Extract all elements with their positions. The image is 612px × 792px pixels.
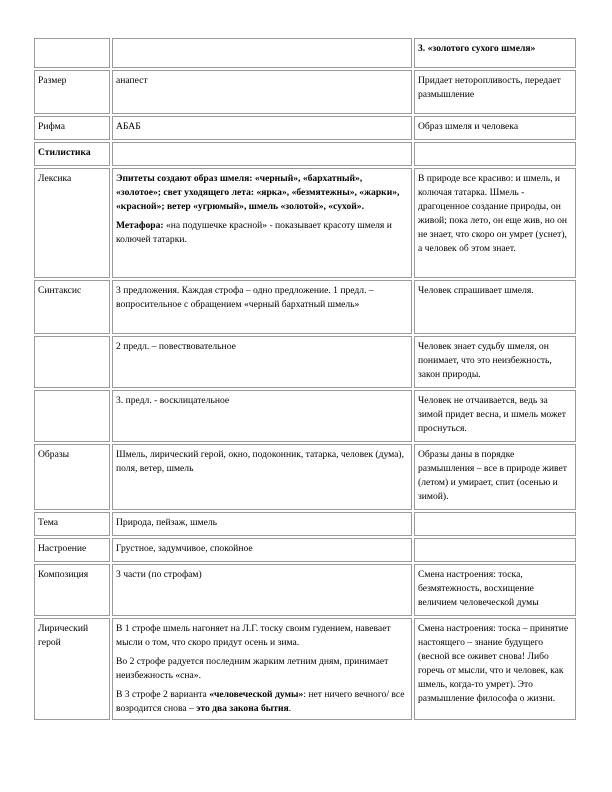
row-label: Рифма [34,116,110,140]
table-row [34,168,576,278]
table-row [34,142,576,166]
row-comment: Человек знает судьбу шмеля, он понимает, что это неизбежность, закон природы. [414,336,576,388]
row-description: АБАБ [112,116,412,140]
row-label: Образы [34,444,110,510]
table-row [34,116,576,140]
table-row [34,336,576,388]
header-cell-2 [112,38,412,68]
header-cell-1 [34,38,110,68]
hero-stanza-1: В 1 строфе шмель нагоняет на Л.Г. тоску своим гудением, навевает мысли о том, что скоро придут осень и зима. [116,623,391,648]
row-comment: В природе все красиво: и шмель, и колючая татарка. Шмель - драгоценное создание природы, он живой; пока лето, он еще жив, но он не знает, что скоро он умрет (уснет), а человек об этом знает. [414,168,576,278]
row-description [112,168,412,278]
row-description: 3 части (по строфам) [112,564,412,616]
row-comment: Человек спрашивает шмеля. [414,280,576,334]
table-row [34,564,576,616]
row-description: 3. предл. - восклицательное [112,390,412,442]
header-cell-3 [414,38,576,68]
table-header-row [34,38,576,68]
table-row [34,512,576,536]
row-label: Композиция [34,564,110,616]
lexis-metaphor: Метафора: «на подушечке красной» - показывает красоту шмеля и колючей татарки. [116,220,392,245]
section-heading: Стилистика [38,147,91,158]
row-comment [414,142,576,166]
row-description [112,618,412,720]
row-comment: Придает неторопливость, передает размышление [414,70,576,114]
row-description: 3 предложения. Каждая строфа – одно предложение. 1 предл. – вопросительное с обращением «черный бархатный шмель» [112,280,412,334]
document-page [32,36,578,722]
table-row [34,280,576,334]
table-row [34,70,576,114]
row-label: Лирический герой [34,618,110,720]
row-comment: Смена настроения: тоска, безмятежность, восхищение величием человеческой думы [414,564,576,616]
row-description: Природа, пейзаж, шмель [112,512,412,536]
row-comment: Смена настроения: тоска – принятие настоящего – знание будущего (весной все оживет снова! Либо горечь от мысли, что и человек, как шмель, когда-то умрет). Это размышление философа о жизни. [414,618,576,720]
row-description: Шмель, лирический герой, окно, подоконник, татарка, человек (дума), поля, ветер, шмель [112,444,412,510]
row-description [112,142,412,166]
hero-stanza-2: Во 2 строфе радуется последним жарким летним дням, принимает неизбежность «сна». [116,656,389,681]
lexis-epithets: Эпитеты создают образ шмеля: «черный», «бархатный», «золотое»; свет уходящего лета: «ярка», «безмятежны», «жарки», «красной»; ветер «угрюмый», шмель «золотой», «сухой». [116,173,400,212]
row-comment [414,538,576,562]
row-description: 2 предл. – повествовательное [112,336,412,388]
row-label: Лексика [34,168,110,278]
row-comment: Образ шмеля и человека [414,116,576,140]
hero-stanza-3: В 3 строфе 2 варианта «человеческой думы»: нет ничего вечного/ все возродится снова – это два закона бытия. [116,689,405,714]
row-comment: Образы даны в порядке размышления – все в природе живет (летом) и умирает, спит (осенью и зимой). [414,444,576,510]
row-label: Тема [34,512,110,536]
row-label: Синтаксис [34,280,110,334]
row-comment [414,512,576,536]
row-comment: Человек не отчаивается, ведь за зимой придет весна, и шмель может проснуться. [414,390,576,442]
header-title: 3. «золотого сухого шмеля» [418,43,536,54]
row-label: Размер [34,70,110,114]
analysis-table [32,36,578,722]
row-label: Настроение [34,538,110,562]
row-description: Грустное, задумчивое, спокойное [112,538,412,562]
row-label [34,336,110,388]
table-row [34,444,576,510]
table-row [34,390,576,442]
table-row [34,618,576,720]
table-row [34,538,576,562]
row-description: анапест [112,70,412,114]
row-label [34,142,110,166]
row-label [34,390,110,442]
